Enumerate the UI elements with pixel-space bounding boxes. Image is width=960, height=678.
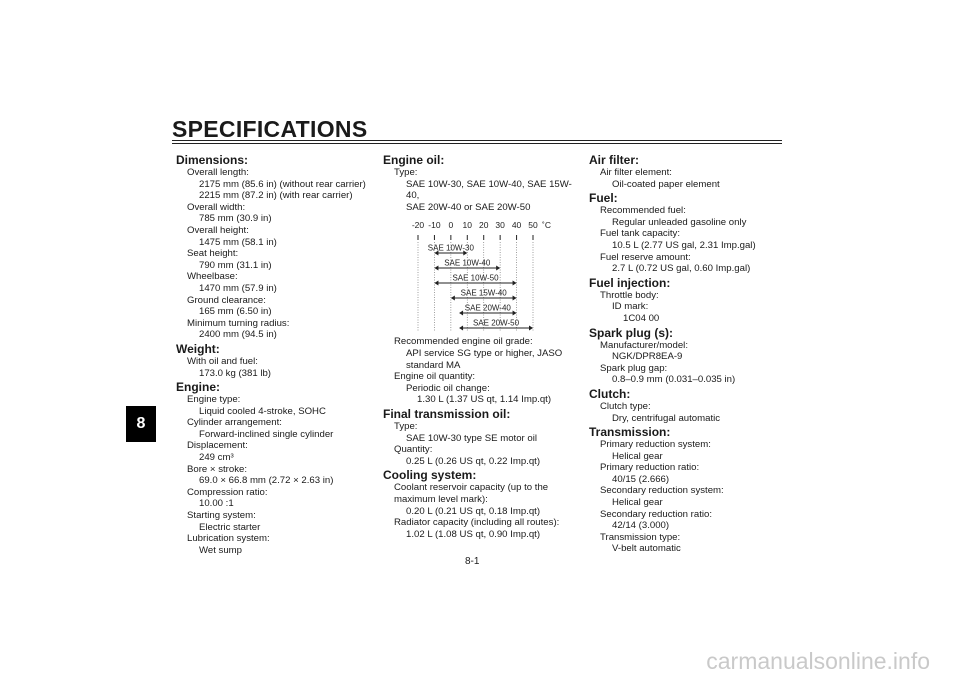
column-3 <box>589 152 789 555</box>
band-arrow-left <box>434 281 438 286</box>
band-arrow-right <box>513 296 517 301</box>
tick-label: -20 <box>411 220 425 231</box>
section-heading: Spark plug (s): <box>589 325 674 340</box>
band-label: SAE 15W-40 <box>460 288 507 298</box>
spec-label: Engine oil quantity: <box>394 371 476 383</box>
spec-label: Seat height: <box>187 248 239 260</box>
spec-value: Forward-inclined single cylinder <box>199 428 334 440</box>
spec-value: 0.25 L (0.26 US qt, 0.22 Imp.qt) <box>406 455 541 467</box>
spec-value: 785 mm (30.9 in) <box>199 213 272 225</box>
spec-label: Manufacturer/model: <box>600 339 688 351</box>
spec-value: V-belt automatic <box>612 543 681 555</box>
spec-label: Fuel reserve amount: <box>600 251 691 263</box>
spec-value: 249 cm³ <box>199 452 234 464</box>
spec-label: Displacement: <box>187 440 248 452</box>
spec-value: 0.20 L (0.21 US qt, 0.18 Imp.qt) <box>406 505 541 517</box>
spec-label: Cylinder arrangement: <box>187 417 282 429</box>
spec-value: 1.30 L (1.37 US qt, 1.14 Imp.qt) <box>417 394 552 406</box>
spec-value: 42/14 (3.000) <box>612 520 670 532</box>
spec-label: Starting system: <box>187 510 256 522</box>
spec-label: Type: <box>394 167 418 178</box>
spec-label: Fuel tank capacity: <box>600 228 680 240</box>
spec-value: 1.02 L (1.08 US qt, 0.90 Imp.qt) <box>406 528 541 540</box>
spec-label: Wheelbase: <box>187 271 238 283</box>
spec-label: Quantity: <box>394 444 433 456</box>
spec-label: Primary reduction system: <box>600 439 711 451</box>
band-label: SAE 20W-40 <box>464 303 511 313</box>
spec-label: Primary reduction ratio: <box>600 462 700 474</box>
tick-label: 20 <box>478 220 489 231</box>
spec-label: Secondary reduction ratio: <box>600 508 712 520</box>
band-arrow-right <box>513 311 517 316</box>
engine-oil-section <box>383 153 583 213</box>
section-heading: Engine: <box>176 380 220 395</box>
spec-value: 2400 mm (94.5 in) <box>199 329 277 341</box>
band-arrow-left <box>451 296 455 301</box>
title-rule <box>172 140 782 144</box>
unit-label: ˚C <box>542 220 551 231</box>
spec-value: 1475 mm (58.1 in) <box>199 236 277 248</box>
section-heading: Fuel injection: <box>589 275 671 290</box>
spec-value: Helical gear <box>612 450 663 462</box>
section-heading: Fuel: <box>589 191 618 206</box>
spec-value: Periodic oil change: <box>406 382 490 394</box>
spec-label: Spark plug gap: <box>600 362 668 374</box>
spec-value: 1470 mm (57.9 in) <box>199 282 277 294</box>
watermark: carmanualsonline.info <box>706 648 930 674</box>
spec-label: Engine type: <box>187 394 241 406</box>
oil-viscosity-chart <box>383 217 583 333</box>
section-heading: Engine oil: <box>383 153 445 167</box>
spec-value: 1C04 00 <box>623 312 660 324</box>
spec-label: Throttle body: <box>600 289 659 301</box>
spec-value: 69.0 × 66.8 mm (2.72 × 2.63 in) <box>199 475 334 487</box>
spec-label: Compression ratio: <box>187 486 268 498</box>
spec-label: Overall length: <box>187 167 249 178</box>
spec-value: 165 mm (6.50 in) <box>199 306 272 318</box>
band-label: SAE 10W-40 <box>444 258 491 268</box>
band-label: SAE 10W-30 <box>427 243 474 253</box>
section-heading: Final transmission oil: <box>383 406 511 421</box>
spec-value: 2215 mm (87.2 in) (with rear carrier) <box>199 190 353 202</box>
spec-value: 10.5 L (2.77 US gal, 2.31 Imp.gal) <box>612 239 756 251</box>
page-title: SPECIFICATIONS <box>172 116 368 142</box>
spec-label: Lubrication system: <box>187 533 270 545</box>
spec-value: 2175 mm (85.6 in) (without rear carrier) <box>199 178 366 190</box>
spec-value: 173.0 kg (381 lb) <box>199 367 271 379</box>
spec-value: Helical gear <box>612 497 663 509</box>
tick-label: 40 <box>511 220 522 231</box>
column-1 <box>176 152 376 556</box>
spec-label: Type: <box>394 420 418 432</box>
spec-value: ID mark: <box>612 301 649 313</box>
spec-label: Bore × stroke: <box>187 463 247 475</box>
spec-value: 40/15 (2.666) <box>612 473 670 485</box>
spec-value: 2.7 L (0.72 US gal, 0.60 Imp.gal) <box>612 263 751 275</box>
spec-value: 0.8–0.9 mm (0.031–0.035 in) <box>612 374 736 386</box>
spec-label: Overall height: <box>187 224 249 236</box>
band-arrow-right <box>496 266 500 271</box>
tick-label: 10 <box>462 220 473 231</box>
column-2 <box>383 152 583 540</box>
spec-value: 10.00 :1 <box>199 498 234 510</box>
spec-value: standard MA <box>406 359 461 371</box>
tick-label: -10 <box>428 220 441 231</box>
section-heading: Transmission: <box>589 425 671 440</box>
spec-label: Secondary reduction system: <box>600 485 724 497</box>
band-arrow-left <box>459 311 463 316</box>
spec-label: Clutch type: <box>600 400 651 412</box>
spec-label: Ground clearance: <box>187 294 266 306</box>
spec-label: With oil and fuel: <box>187 355 258 367</box>
spec-value: SAE 10W-30 type SE motor oil <box>406 432 537 444</box>
spec-value: SAE 20W-40 or SAE 20W-50 <box>406 201 531 213</box>
band-label: SAE 20W-50 <box>472 318 520 328</box>
section-heading: Clutch: <box>589 386 631 401</box>
band-arrow-left <box>434 266 438 271</box>
spec-label: Transmission type: <box>600 531 681 543</box>
spec-label: Air filter element: <box>600 167 672 178</box>
band-arrow-left <box>459 326 463 331</box>
tick-label: 30 <box>495 220 505 231</box>
spec-label: maximum level mark): <box>394 493 488 505</box>
spec-value: Liquid cooled 4-stroke, SOHC <box>199 405 326 417</box>
tick-label: 0 <box>448 220 454 231</box>
spec-value: Oil-coated paper element <box>612 178 720 190</box>
spec-value: Dry, centrifugal automatic <box>612 412 721 424</box>
oil-viscosity-chart-svg <box>383 217 583 333</box>
section-heading: Cooling system: <box>383 468 477 483</box>
spec-label: Recommended engine oil grade: <box>394 336 533 348</box>
tick-label: 50 <box>528 220 538 231</box>
page-number: 8-1 <box>465 556 480 567</box>
spec-label: Overall width: <box>187 201 246 213</box>
spec-value: NGK/DPR8EA-9 <box>612 351 683 363</box>
band-arrow-right <box>513 281 517 286</box>
spec-label: Recommended fuel: <box>600 205 686 217</box>
chapter-tab: 8 <box>126 406 156 442</box>
spec-value: Wet sump <box>199 544 243 556</box>
column-2-lower <box>383 336 583 540</box>
spec-value: API service SG type or higher, JASO <box>406 347 563 359</box>
spec-label: Coolant reservoir capacity (up to the <box>394 482 549 494</box>
section-heading: Weight: <box>176 341 220 356</box>
spec-value: Regular unleaded gasoline only <box>612 216 747 228</box>
section-heading: Air filter: <box>589 153 640 167</box>
spec-label: Minimum turning radius: <box>187 317 290 329</box>
spec-value: 790 mm (31.1 in) <box>199 259 272 271</box>
band-arrow-right <box>529 326 533 331</box>
spec-label: Radiator capacity (including all routes): <box>394 517 560 529</box>
section-heading: Dimensions: <box>176 153 249 167</box>
band-label: SAE 10W-50 <box>452 273 499 283</box>
spec-value: Electric starter <box>199 521 261 533</box>
spec-value: SAE 10W-30, SAE 10W-40, SAE 15W-40, <box>406 178 572 202</box>
